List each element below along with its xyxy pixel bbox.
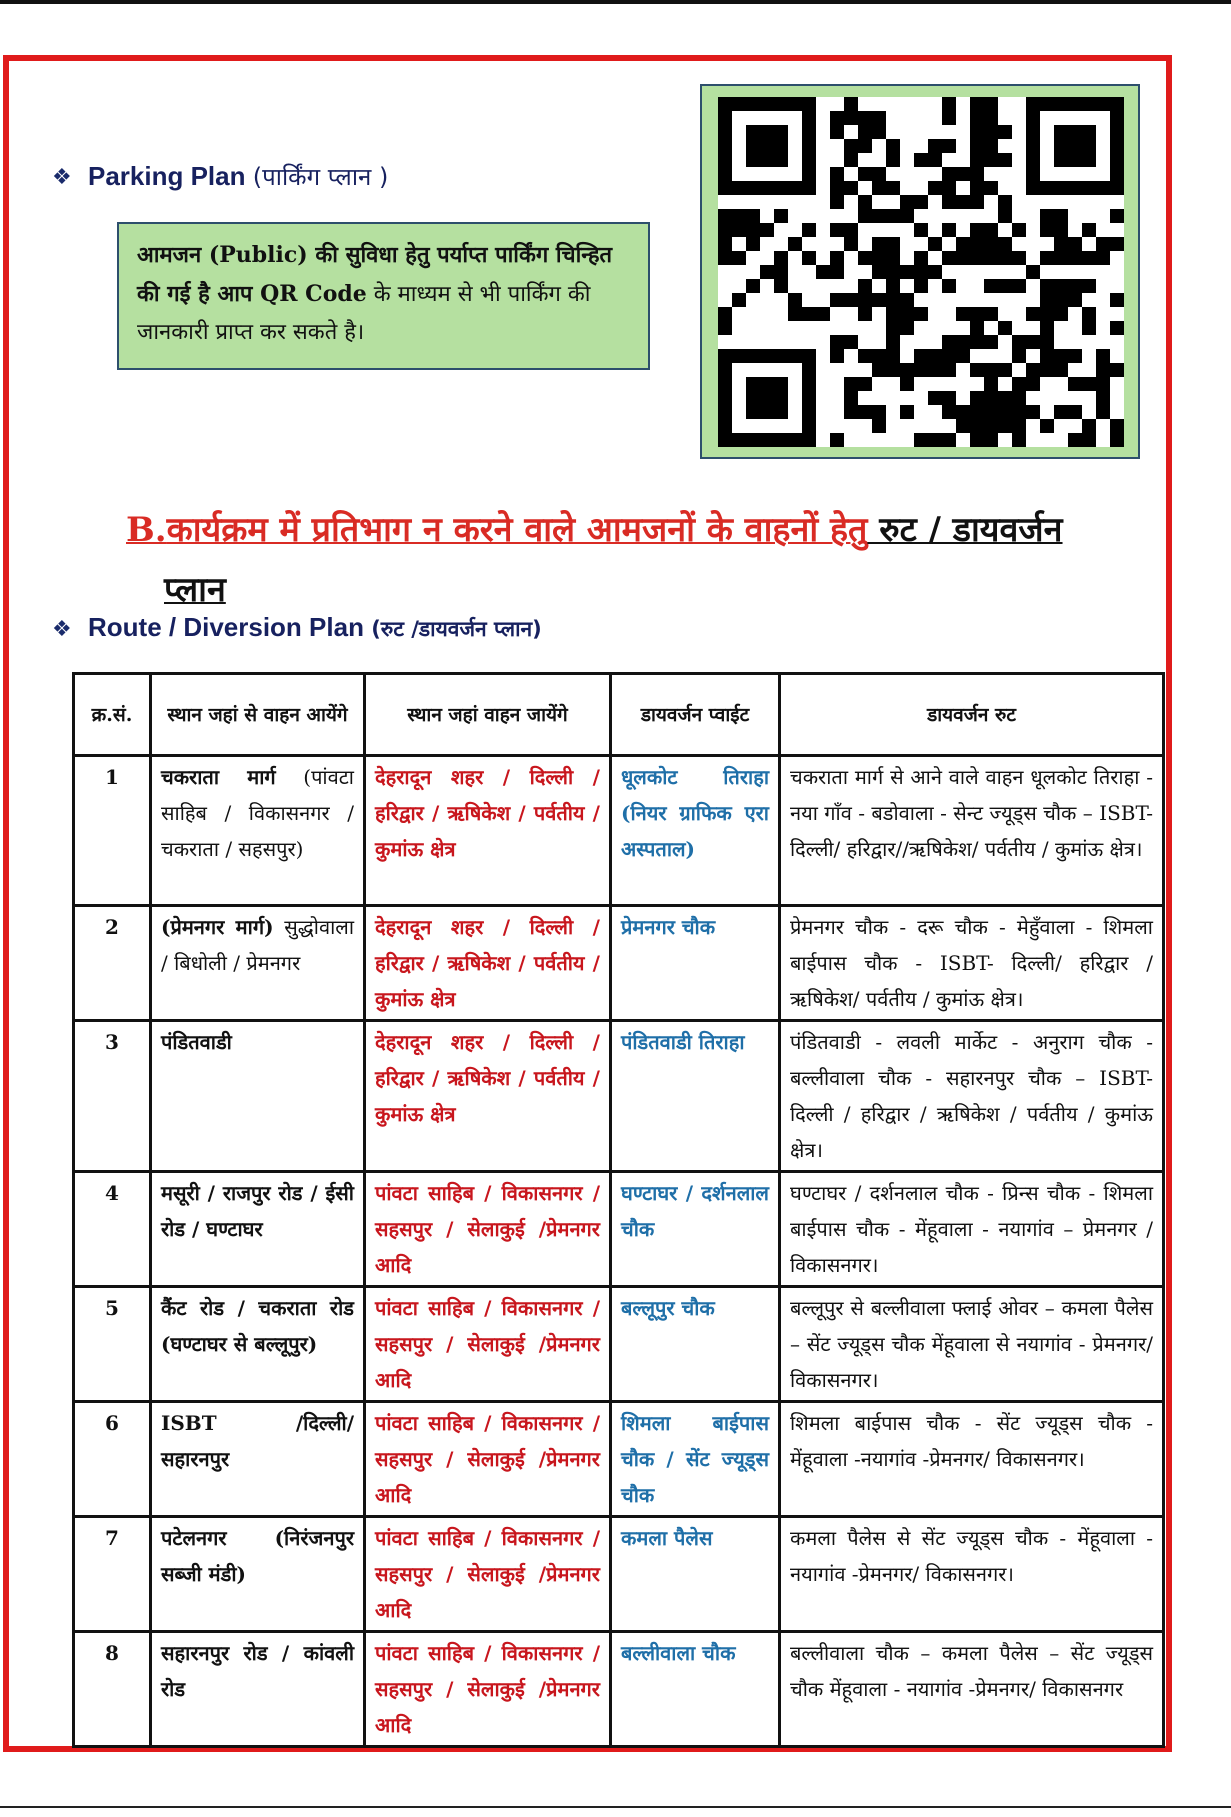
col-header-to: स्थान जहां वाहन जायेंगे xyxy=(365,674,611,756)
row-diversion-route: शिमला बाईपास चौक - सेंट ज्यूड्स चौक - मेंहूवाला -नयागांव -प्रेमनगर/ विकासनगर। xyxy=(780,1402,1164,1517)
row-diversion-route: बल्लीवाला चौक – कमला पैलेस – सेंट ज्यूड्स चौक मेंहूवाला - नयागांव -प्रेमनगर/ विकासनगर xyxy=(780,1632,1164,1747)
parking-heading-hi: (पार्किंग प्लान ) xyxy=(252,163,389,191)
row-diversion-point: बल्लूपुर चौक xyxy=(611,1287,780,1402)
qr-code-panel xyxy=(700,84,1140,459)
section-b-title-red: कार्यक्रम में प्रतिभाग न करने वाले आमजनों के वाहनों हेतु xyxy=(166,510,868,550)
row-diversion-route: कमला पैलेस से सेंट ज्यूड्स चौक - मेंहूवाला - नयागांव -प्रेमनगर/ विकासनगर। xyxy=(780,1517,1164,1632)
row-origin-bold: (प्रेमनगर मार्ग) xyxy=(161,915,274,939)
row-destination: देहरादून शहर / दिल्ली / हरिद्वार / ऋषिकेश / पर्वतीय / कुमांऊ क्षेत्र xyxy=(365,756,611,906)
row-origin-bold: चकराता मार्ग xyxy=(161,765,276,789)
parking-heading xyxy=(88,160,388,193)
row-origin-bold: मसूरी / राजपुर रोड / ईसी रोड / घण्टाघर xyxy=(161,1181,354,1241)
row-origin-rest: सुद्धोवाला / बिधोली / प्रेमनगर xyxy=(161,915,354,975)
parking-notice-text: के माध्यम से भी पार्किंग की जानकारी प्राप्त कर सकते है। xyxy=(137,282,591,345)
diamond-bullet-icon: ❖ xyxy=(52,165,72,190)
route-heading-hi: (रुट /डायवर्जन प्लान) xyxy=(371,617,542,641)
row-diversion-route: बल्लूपुर से बल्लीवाला फ्लाई ओवर – कमला पैलेस – सेंट ज्यूड्स चौक मेंहूवाला से नयागांव - प्रेमनगर/ विकासनगर। xyxy=(780,1287,1164,1402)
col-header-serial: क्र.सं. xyxy=(74,674,151,756)
table-row xyxy=(74,756,1164,906)
col-header-diversion-point: डायवर्जन प्वाईट xyxy=(611,674,780,756)
parking-heading-en: Parking Plan xyxy=(88,161,246,191)
row-destination: पांवटा साहिब / विकासनगर / सहसपुर / सेलाकुई /प्रेमनगर आदि xyxy=(365,1632,611,1747)
row-origin xyxy=(151,906,365,1021)
table-header-row xyxy=(74,674,1164,756)
route-heading xyxy=(88,612,542,643)
row-destination: देहरादून शहर / दिल्ली / हरिद्वार / ऋषिकेश / पर्वतीय / कुमांऊ क्षेत्र xyxy=(365,1021,611,1172)
table-row xyxy=(74,1172,1164,1287)
row-destination: पांवटा साहिब / विकासनगर / सहसपुर / सेलाकुई /प्रेमनगर आदि xyxy=(365,1517,611,1632)
parking-notice xyxy=(117,222,650,370)
row-origin xyxy=(151,1517,365,1632)
section-b-title-black: रुट / डायवर्जन xyxy=(867,510,1063,550)
row-diversion-route: चकराता मार्ग से आने वाले वाहन धूलकोट तिराहा - नया गाँव - बडोवाला - सेन्ट ज्यूड्स चौक – ISBT- दिल्ली/ हरिद्वार//ऋषिकेश/ पर्वतीय / कुमांऊ क्षेत्र। xyxy=(780,756,1164,906)
row-serial: 4 xyxy=(74,1172,151,1287)
row-diversion-point: घण्टाघर / दर्शनलाल चौक xyxy=(611,1172,780,1287)
section-b-heading xyxy=(126,500,1126,620)
row-origin xyxy=(151,1021,365,1172)
bottom-rule xyxy=(0,1806,1231,1808)
qr-code-image xyxy=(718,96,1124,448)
row-destination: पांवटा साहिब / विकासनगर / सहसपुर / सेलाकुई /प्रेमनगर आदि xyxy=(365,1402,611,1517)
row-origin-rest: (पांवटा साहिब / विकासनगर / चकराता / सहसपुर) xyxy=(161,765,354,861)
row-origin xyxy=(151,756,365,906)
row-serial: 7 xyxy=(74,1517,151,1632)
table-row xyxy=(74,1287,1164,1402)
row-diversion-route: प्रेमनगर चौक - दरू चौक - मेहुँवाला - शिमला बाईपास चौक - ISBT- दिल्ली/ हरिद्वार / ऋषिकेश/ पर्वतीय / कुमांऊ क्षेत्र। xyxy=(780,906,1164,1021)
row-serial: 2 xyxy=(74,906,151,1021)
route-heading-en: Route / Diversion Plan xyxy=(88,612,364,642)
route-table xyxy=(72,672,1165,1748)
row-origin-bold: सहारनपुर रोड / कांवली रोड xyxy=(161,1641,354,1701)
table-row xyxy=(74,1402,1164,1517)
section-b-title-line2: प्लान xyxy=(164,570,226,610)
table-row xyxy=(74,906,1164,1021)
row-diversion-point: धूलकोट तिराहा (नियर ग्राफिक एरा अस्पताल) xyxy=(611,756,780,906)
row-diversion-route: पंडितवाडी - लवली मार्केट - अनुराग चौक - बल्लीवाला चौक - सहारनपुर चौक – ISBT- दिल्ली / हरिद्वार / ऋषिकेश / पर्वतीय / कुमांऊ क्षेत्र। xyxy=(780,1021,1164,1172)
table-row xyxy=(74,1517,1164,1632)
section-b-prefix: B. xyxy=(126,510,167,550)
row-origin-bold: ISBT /दिल्ली/ सहारनपुर xyxy=(161,1411,354,1471)
top-rule xyxy=(0,0,1231,4)
row-destination: पांवटा साहिब / विकासनगर / सहसपुर / सेलाकुई /प्रेमनगर आदि xyxy=(365,1287,611,1402)
row-origin-bold: पटेलनगर (निरंजनपुर सब्जी मंडी) xyxy=(161,1526,354,1586)
row-diversion-point: पंडितवाडी तिराहा xyxy=(611,1021,780,1172)
row-serial: 8 xyxy=(74,1632,151,1747)
row-destination: पांवटा साहिब / विकासनगर / सहसपुर / सेलाकुई /प्रेमनगर आदि xyxy=(365,1172,611,1287)
row-origin xyxy=(151,1172,365,1287)
row-origin xyxy=(151,1632,365,1747)
row-serial: 3 xyxy=(74,1021,151,1172)
row-origin-bold: कैंट रोड / चकराता रोड (घण्टाघर से बल्लूपुर) xyxy=(161,1296,354,1356)
row-diversion-point: कमला पैलेस xyxy=(611,1517,780,1632)
diamond-bullet-icon: ❖ xyxy=(52,617,72,642)
row-diversion-route: घण्टाघर / दर्शनलाल चौक - प्रिन्स चौक - शिमला बाईपास चौक - मेंहूवाला - नयागांव – प्रेमनगर / विकासनगर। xyxy=(780,1172,1164,1287)
row-serial: 5 xyxy=(74,1287,151,1402)
row-diversion-point: प्रेमनगर चौक xyxy=(611,906,780,1021)
row-origin xyxy=(151,1402,365,1517)
row-serial: 6 xyxy=(74,1402,151,1517)
row-origin xyxy=(151,1287,365,1402)
row-origin-bold: पंडितवाडी xyxy=(161,1030,232,1054)
row-destination: देहरादून शहर / दिल्ली / हरिद्वार / ऋषिकेश / पर्वतीय / कुमांऊ क्षेत्र xyxy=(365,906,611,1021)
row-serial: 1 xyxy=(74,756,151,906)
table-row xyxy=(74,1021,1164,1172)
parking-notice-bold: आमजन (Public) की सुविधा हेतु पर्याप्त पार्किंग चिन्हित की गई है आप QR Code xyxy=(137,242,613,307)
table-row xyxy=(74,1632,1164,1747)
col-header-from: स्थान जहां से वाहन आयेंगे xyxy=(151,674,365,756)
row-diversion-point: बल्लीवाला चौक xyxy=(611,1632,780,1747)
col-header-diversion-route: डायवर्जन रुट xyxy=(780,674,1164,756)
row-diversion-point: शिमला बाईपास चौक / सेंट ज्यूड्स चौक xyxy=(611,1402,780,1517)
